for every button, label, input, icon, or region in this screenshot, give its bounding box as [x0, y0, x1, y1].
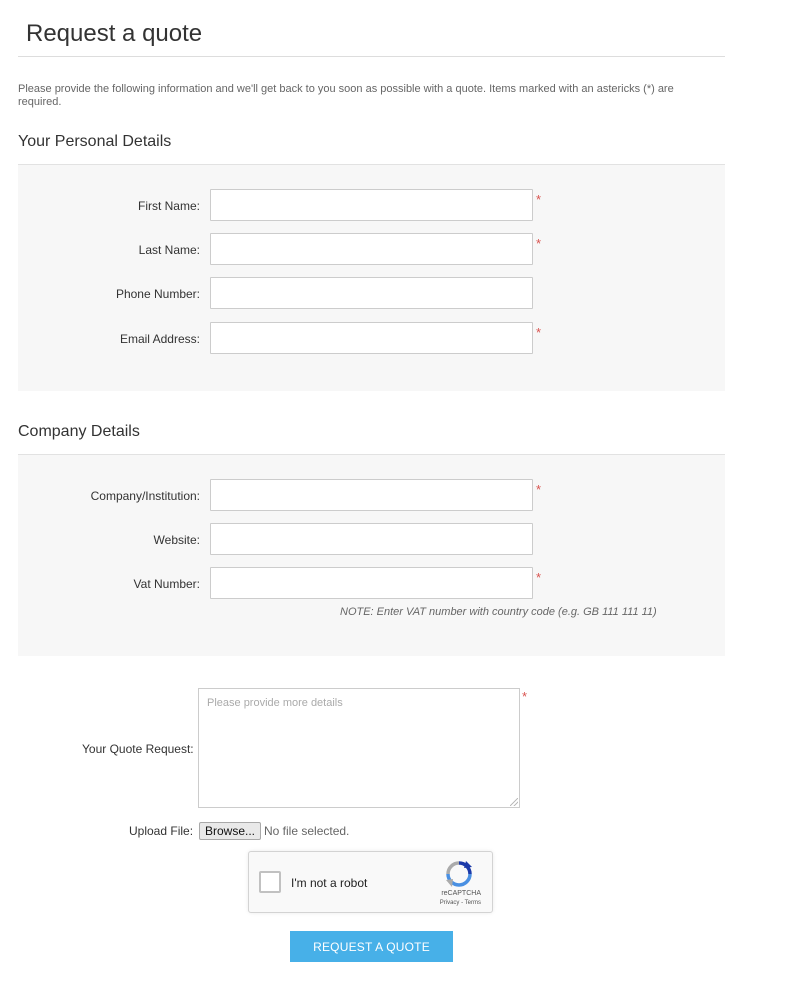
last-name-required-marker: * [536, 236, 542, 251]
personal-details-panel [18, 164, 725, 391]
page-title: Request a quote [26, 20, 203, 47]
browse-button[interactable]: Browse... [199, 822, 261, 840]
last-name-input[interactable] [210, 233, 533, 265]
quote-required-marker: * [522, 689, 528, 704]
vat-required-marker: * [536, 570, 542, 585]
phone-number-label: Phone Number: [115, 287, 200, 301]
vat-number-label: Vat Number: [133, 577, 200, 591]
recaptcha-brand: reCAPTCHA [441, 890, 481, 897]
email-required-marker: * [536, 325, 542, 340]
personal-details-heading: Your Personal Details [18, 133, 172, 150]
company-details-heading: Company Details [18, 423, 140, 440]
recaptcha-label: I'm not a robot [291, 876, 368, 890]
company-details-panel [18, 454, 725, 656]
file-status: No file selected. [264, 824, 350, 838]
recaptcha-checkbox[interactable] [259, 871, 281, 893]
company-institution-input[interactable] [210, 479, 533, 511]
company-institution-label: Company/Institution: [90, 489, 200, 503]
intro-text: Please provide the following information and we'll get back to you soon as possible with a quote. Items marked with an astericks (*) are required. [18, 83, 674, 108]
phone-number-input[interactable] [210, 277, 533, 309]
first-name-label: First Name: [137, 199, 200, 213]
website-label: Website: [153, 533, 200, 547]
recaptcha-widget [248, 851, 493, 913]
request-quote-button[interactable]: REQUEST A QUOTE [290, 931, 453, 962]
company-required-marker: * [536, 482, 542, 497]
recaptcha-logo-icon [445, 860, 473, 888]
textarea-resize-handle[interactable] [510, 798, 518, 806]
recaptcha-privacy-terms[interactable]: Privacy - Terms [439, 900, 481, 906]
email-address-label: Email Address: [119, 332, 200, 346]
website-input[interactable] [210, 523, 533, 555]
vat-note: NOTE: Enter VAT number with country code (e.g. GB 111 111 11) [340, 606, 657, 618]
quote-request-label: Your Quote Request: [82, 742, 194, 756]
vat-number-input[interactable] [210, 567, 533, 599]
first-name-input[interactable] [210, 189, 533, 221]
email-address-input[interactable] [210, 322, 533, 354]
first-name-required-marker: * [536, 192, 542, 207]
quote-request-textarea[interactable] [198, 688, 520, 808]
last-name-label: Last Name: [138, 243, 200, 257]
title-divider [18, 56, 725, 57]
upload-file-label: Upload File: [129, 824, 194, 838]
